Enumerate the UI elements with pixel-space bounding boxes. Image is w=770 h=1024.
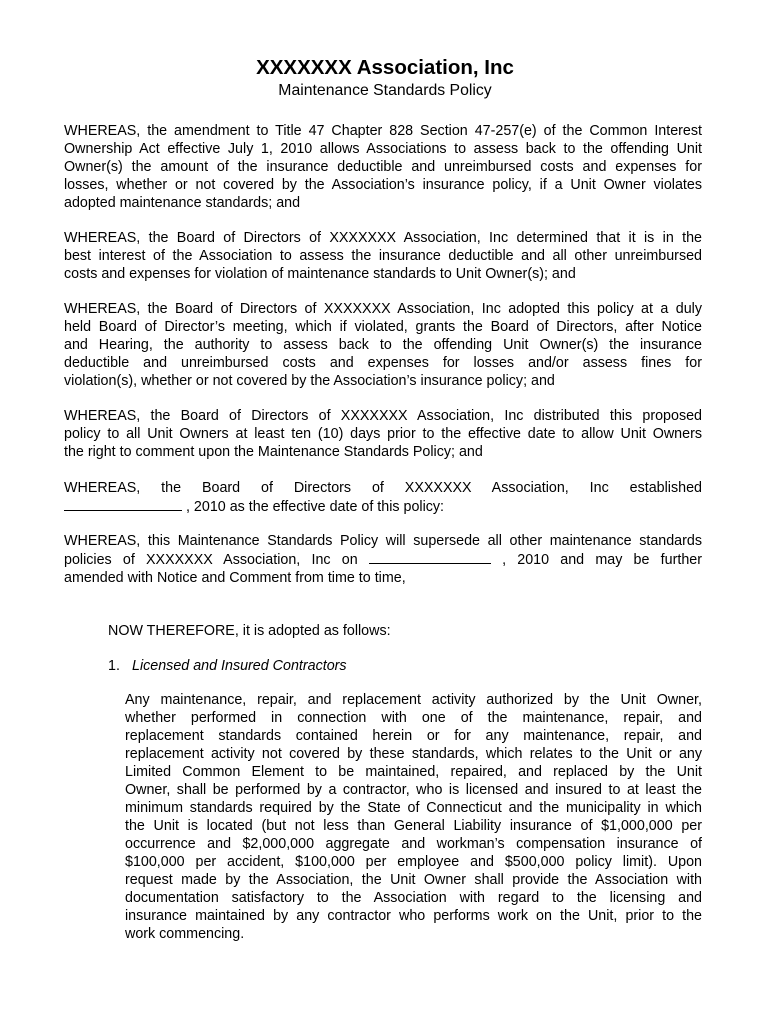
body-line: minimum standards required by the State of Connecticut and the municipality in which — [125, 800, 702, 816]
body-line: request made by the Association, the Unit Owner shall provide the Association with — [125, 872, 702, 888]
body-line: Limited Common Element to be maintained, repaired, and replaced by the Unit — [125, 764, 702, 780]
paragraph-line: losses, whether or not covered by the Association’s insurance policy, if a Unit Owner violates — [64, 177, 702, 194]
date-blank — [369, 550, 491, 564]
further-text: , 2010 and may be further — [502, 552, 702, 569]
whereas-paragraph-5 — [64, 479, 702, 516]
body-line: whether performed in connection with one of the maintenance, repair, and — [125, 710, 702, 726]
section-body — [125, 691, 702, 943]
paragraph-line: costs and expenses for violation of maintenance standards to Unit Owner(s); and — [64, 266, 576, 283]
whereas-paragraph-6 — [64, 532, 702, 587]
paragraph-line: and Hearing, the authority to assess back to the offending Unit Owner(s) the insurance — [64, 337, 702, 354]
paragraph-line: violation(s), whether or not covered by the Association’s insurance policy; and — [64, 373, 555, 390]
paragraph-line: Owner(s) the amount of the insurance deductible and unreimbursed costs and expenses for — [64, 159, 702, 176]
whereas-paragraph-3 — [64, 300, 702, 390]
paragraph-line — [64, 550, 702, 569]
paragraph-line: Ownership Act effective July 1, 2010 allows Associations to assess back to the offending Unit — [64, 141, 702, 158]
paragraph-line: policy to all Unit Owners at least ten (10) days prior to the effective date to allow Unit Owners — [64, 426, 702, 443]
date-blank — [64, 497, 182, 511]
paragraph-line: WHEREAS, this Maintenance Standards Policy will supersede all other maintenance standards — [64, 533, 702, 549]
section-heading — [108, 657, 347, 675]
body-line: replacement standards contained herein or for any maintenance, repair, and — [125, 728, 702, 744]
body-line: documentation satisfactory to the Association with regard to the licensing and — [125, 890, 702, 906]
policies-text: policies of XXXXXXX Association, Inc on — [64, 552, 358, 569]
document-subtitle: Maintenance Standards Policy — [278, 82, 492, 99]
whereas-paragraph-4 — [64, 407, 702, 461]
document-title: XXXXXXX Association, Inc — [256, 56, 514, 79]
paragraph-line: WHEREAS, the amendment to Title 47 Chapter 828 Section 47-257(e) of the Common Interest — [64, 123, 702, 139]
paragraph-line: held Board of Director’s meeting, which if violated, grants the Board of Directors, after Notice — [64, 319, 702, 336]
paragraph-line: adopted maintenance standards; and — [64, 195, 301, 212]
paragraph-line — [64, 497, 702, 516]
paragraph-line: WHEREAS, the Board of Directors of XXXXXXX Association, Inc distributed this proposed — [64, 408, 702, 424]
paragraph-line: deductible and unreimbursed costs and expenses for losses and/or assess fines for — [64, 355, 702, 372]
paragraph-line: the right to comment upon the Maintenance Standards Policy; and — [64, 444, 483, 461]
body-line: occurrence and $2,000,000 aggregate and workman’s compensation insurance of — [125, 836, 702, 852]
now-therefore-line: NOW THEREFORE, it is adopted as follows: — [108, 623, 391, 639]
whereas-paragraph-1 — [64, 122, 702, 212]
paragraph-line: WHEREAS, the Board of Directors of XXXXXXX Association, Inc established — [64, 480, 702, 496]
body-line: Owner, shall be performed by a contractor, who is licensed and insured to at least the — [125, 782, 702, 798]
section-number: 1. — [108, 658, 120, 674]
whereas-paragraph-2 — [64, 229, 702, 283]
paragraph-line: WHEREAS, the Board of Directors of XXXXXXX Association, Inc determined that it is in the — [64, 230, 702, 246]
body-line: insurance maintained by any contractor who performs work on the Unit, prior to the — [125, 908, 702, 924]
body-line: work commencing. — [125, 926, 245, 942]
section-title: Licensed and Insured Contractors — [132, 658, 347, 674]
paragraph-line: WHEREAS, the Board of Directors of XXXXXXX Association, Inc adopted this policy at a duly — [64, 301, 702, 317]
paragraph-line: best interest of the Association to assess the insurance deductible and all other unreimbursed — [64, 248, 702, 265]
body-line: the Unit is located (but not less than General Liability insurance of $1,000,000 per — [125, 818, 702, 834]
body-line: replacement activity not covered by these standards, which relates to the Unit or any — [125, 746, 702, 762]
body-line: Any maintenance, repair, and replacement activity authorized by the Unit Owner, — [125, 692, 702, 708]
effective-date-text: , 2010 as the effective date of this policy: — [185, 499, 445, 516]
body-line: $100,000 per accident, $100,000 per employee and $500,000 policy limit). Upon — [125, 854, 702, 870]
paragraph-line: amended with Notice and Comment from time to time, — [64, 570, 406, 587]
